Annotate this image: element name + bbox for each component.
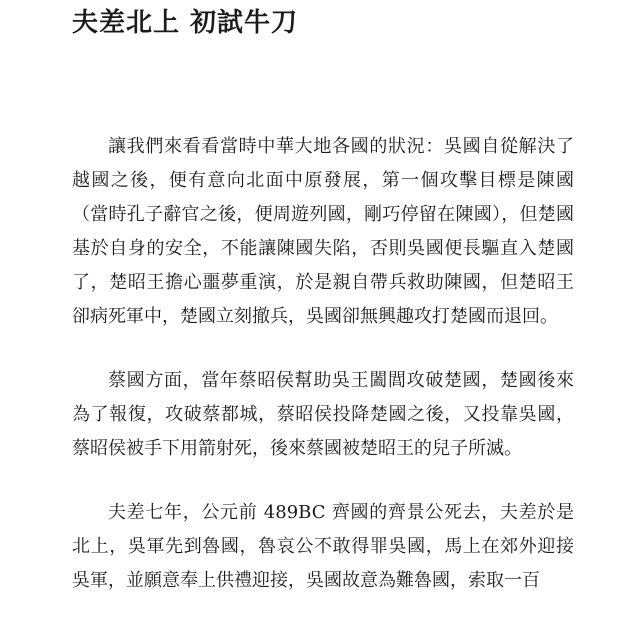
chapter-title: 夫差北上 初試牛刀 [72,8,299,38]
paragraph: 夫差七年，公元前 489BC 齊國的齊景公死去，夫差於是北上，吳軍先到魯國，魯哀公不敢得罪吳國，馬上在郊外迎接吳軍，並願意奉上供禮迎接，吳國故意為難魯國，索取一百 [72,502,574,591]
paragraph: 蔡國方面，當年蔡昭侯幫助吳王闔閭攻破楚國，楚國後來為了報復，攻破蔡都城，蔡昭侯投降楚國之後，又投靠吳國，蔡昭侯被手下用箭射死，後來蔡國被楚昭王的兒子所滅。 [72,370,574,459]
chapter-body [72,130,574,598]
paragraph: 讓我們來看看當時中華大地各國的狀況：吳國自從解決了越國之後，便有意向北面中原發展，第一個攻擊目標是陳國（當時孔子辭官之後，便周遊列國，剛巧停留在陳國），但楚國基於自身的安全，不能讓陳國失陷，否則吳國便長驅直入楚國了，楚昭王擔心噩夢重演，於是親自帶兵救助陳國，但楚昭王卻病死軍中，楚國立刻撤兵，吳國卻無興趣攻打楚國而退回。 [72,136,574,327]
